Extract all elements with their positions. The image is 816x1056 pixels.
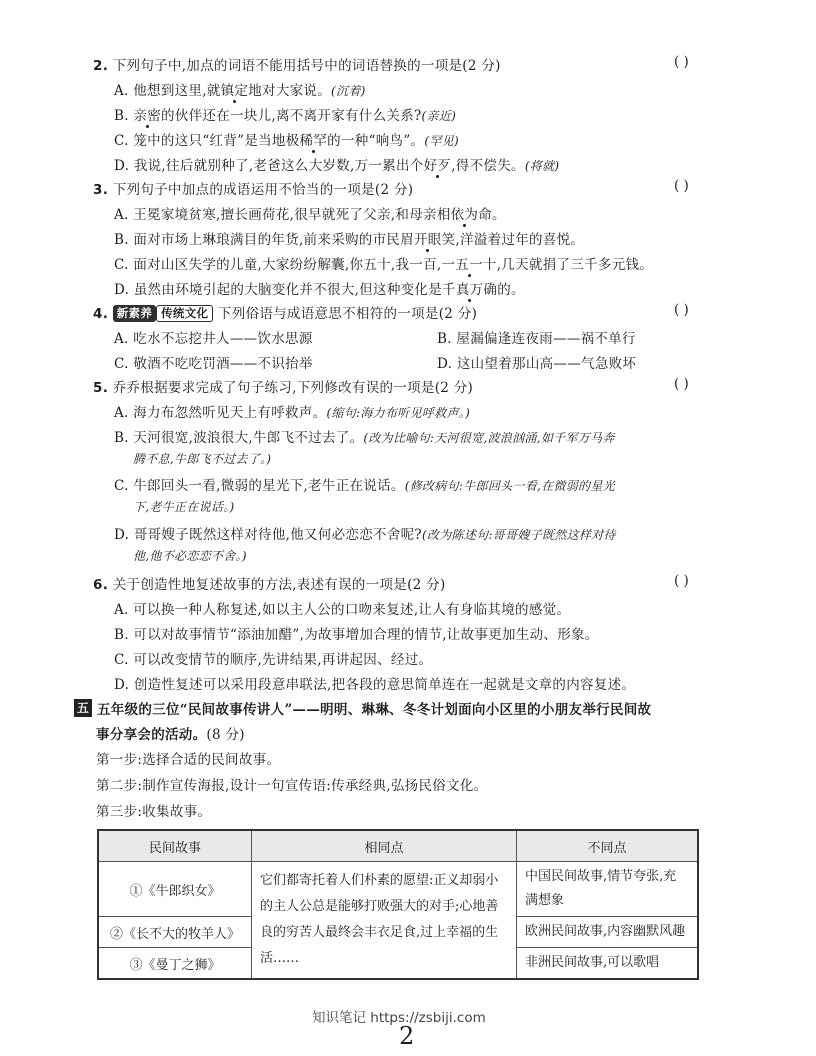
q3-stem-text: 下列句子中加点的成语运用不恰当的一项是(2 分) [112, 182, 414, 198]
traditional-culture-tag: 传统文化 [156, 305, 213, 322]
q5-stem [93, 376, 473, 396]
q2-stem-text: 下列句子中,加点的词语不能用括号中的词语替换的一项是(2 分) [112, 58, 501, 74]
q2-option-b [114, 104, 456, 124]
option-note: (亲近) [421, 109, 457, 123]
difference-cell: 欧洲民间故事,内容幽默风趣 [517, 917, 699, 948]
q6-answer-bracket[interactable]: ( ) [674, 573, 689, 589]
option-text: C. 笼中的这只“红背”是当地极 [114, 133, 300, 149]
story-name: ③《曼丁之狮》 [98, 948, 252, 980]
q5-option-a [114, 401, 470, 421]
q5-stem-text: 乔乔根据要求完成了句子练习,下列修改有误的一项是(2 分) [112, 380, 474, 396]
option-text: D. 虽然由环境引起的大脑变化并不很大,但这种变化是 [114, 282, 443, 298]
table-row [98, 862, 698, 917]
q6-stem [93, 573, 446, 593]
dotted-idiom: 眉开眼笑 [400, 232, 456, 248]
folk-story-table [97, 829, 699, 980]
option-text: A. 海力布忽然听见天上有呼救声。 [114, 405, 327, 421]
option-text: B. 天河很宽,波浪很大,牛郎飞不过去了。 [114, 430, 364, 446]
option-text: 的伙伴还在一块儿,离不离开家有什么关系? [161, 108, 422, 124]
option-note: (罕见) [424, 134, 459, 148]
q5-option-d-note-cont: 他,他不必恋恋不舍。) [133, 549, 247, 563]
difference-cell: 非洲民间故事,可以歌唱 [517, 948, 699, 980]
q2-answer-bracket[interactable]: ( ) [674, 54, 689, 70]
option-text: B. 面对市场上琳琅满目的年货,前来采购的市民 [114, 232, 401, 248]
q6-stem-text: 关于创造性地复述故事的方法,表述有误的一项是(2 分) [112, 577, 446, 593]
q6-number: 6. [93, 577, 109, 593]
q5-option-c [114, 474, 615, 494]
option-text: ,几天就捐了三千多元钱。 [496, 257, 654, 273]
table-header: 不同点 [517, 830, 699, 862]
table-header-row [98, 830, 698, 862]
q4-number: 4. [93, 306, 109, 322]
option-note: (改为比喻句:天河很宽,波浪汹涌,如千军万马奔 [363, 431, 615, 445]
q3-answer-bracket[interactable]: ( ) [674, 178, 689, 194]
q6-option-c: C. 可以改变情节的顺序,先讲结果,再讲起因、经过。 [114, 652, 433, 668]
new-literacy-tag: 新素养 [113, 305, 156, 322]
step-1: 第一步:选择合适的民间故事。 [96, 752, 281, 768]
q6-option-a: A. 可以换一种人称复述,如以主人公的口吻来复述,让人有身临其境的感觉。 [114, 602, 571, 618]
option-text: 的。 [497, 282, 525, 298]
q4-option-a: A. 吃水不忘挖井人——饮水思源 [114, 331, 313, 347]
q4-answer-bracket[interactable]: ( ) [674, 302, 689, 318]
q5-answer-bracket[interactable]: ( ) [674, 376, 689, 392]
section-number-badge: 五 [74, 699, 92, 717]
q5-option-d [114, 523, 616, 543]
q4-option-b: B. 屋漏偏逢连夜雨——祸不单行 [437, 331, 636, 347]
option-text: ,得不偿失。 [451, 158, 525, 174]
option-text: C. 牛郎回头一看,微弱的星光下,老牛正在说话。 [114, 478, 405, 494]
difference-cell: 中国民间故事,情节夸张,充满想象 [517, 862, 699, 917]
q2-option-d [114, 154, 559, 174]
option-note: (将就) [524, 159, 560, 173]
q3-number: 3. [93, 182, 109, 198]
table-header: 民间故事 [98, 830, 252, 862]
step-3: 第三步:收集故事。 [96, 804, 212, 820]
option-text: A. 他想到这里,就 [114, 83, 221, 99]
step-2: 第二步:制作宣传海报,设计一句宣传语:传承经典,弘扬民俗文化。 [96, 778, 488, 794]
dotted-word: 稀罕 [299, 133, 328, 149]
q4-option-d: D. 这山望着那山高——气急败坏 [437, 356, 637, 372]
option-note: (改为陈述句:哥哥嫂子既然这样对待 [421, 528, 616, 542]
section-title-text: 事分享会的活动。 [96, 727, 207, 743]
option-text: C. 面对山区失学的儿童,大家纷纷解囊,你五十,我一百, [114, 257, 442, 273]
q3-option-b [114, 228, 584, 248]
option-note: (修改病句:牛郎回头一看,在微弱的星光 [404, 479, 615, 493]
option-text: 。 [492, 207, 506, 223]
q2-number: 2. [93, 58, 109, 74]
dotted-idiom: 千真万确 [442, 282, 498, 298]
option-text: ,洋溢着过年的喜悦。 [455, 232, 585, 248]
q4-stem [93, 302, 477, 322]
dotted-idiom: 相依为命 [436, 207, 493, 223]
q5-option-c-note-cont: 下,老牛正在说话。) [133, 500, 235, 514]
q5-number: 5. [93, 380, 109, 396]
q3-option-a [114, 203, 506, 223]
q5-option-b [114, 426, 615, 446]
option-text: 的一种“响鸟”。 [327, 133, 425, 149]
q3-option-d [114, 278, 525, 298]
option-text: D. 哥哥嫂子既然这样对待他,他又何必恋恋不舍呢? [114, 527, 422, 543]
option-text: B. [114, 108, 134, 124]
q6-option-b: B. 可以对故事情节“添油加醋”,为故事增加合理的情节,让故事更加生动、形象。 [114, 627, 599, 643]
section-5-title-cont [96, 723, 245, 743]
story-name: ①《牛郎织女》 [98, 862, 252, 917]
option-text: D. 我说,往后就别种了,老爸这么大岁数,万一累出个 [114, 158, 424, 174]
option-note: (沉着) [331, 84, 366, 98]
dotted-idiom: 一五一十 [441, 257, 497, 273]
option-note: (缩句:海力布听见呼救声。) [326, 406, 471, 420]
table-header: 相同点 [252, 830, 517, 862]
page-number: 2 [399, 1022, 415, 1050]
q4-stem-text: 下列俗语与成语意思不相符的一项是(2 分) [217, 306, 478, 322]
q5-option-b-note-cont: 腾不息,牛郎飞不过去了。) [133, 452, 272, 466]
option-text: A. 王冕家境贫寒,擅长画荷花,很早就死了父亲,和母亲 [114, 207, 437, 223]
q4-option-c: C. 敬酒不吃吃罚酒——不识抬举 [114, 356, 313, 372]
watermark: 知识笔记 https://zsbiji.com [312, 1010, 486, 1026]
q2-stem [93, 54, 501, 74]
section-score: (8 分) [206, 727, 245, 743]
dotted-word: 好歹 [423, 158, 452, 174]
common-points-cell: 它们都寄托着人们朴素的愿望:正义却弱小的主人公总是能够打败强大的对手;心地善良的穷苦人最终会丰衣足食,过上幸福的生活…… [252, 862, 517, 980]
dotted-word: 镇定 [220, 83, 249, 99]
q3-option-c [114, 253, 653, 273]
dotted-word: 亲密 [133, 108, 162, 124]
q3-stem [93, 178, 413, 198]
q2-option-a [114, 79, 366, 99]
section-title-text: 五年级的三位“民间故事传讲人”——明明、琳琳、冬冬计划面向小区里的小朋友举行民间故 [97, 702, 652, 718]
q2-option-c [114, 129, 459, 149]
story-name: ②《长不大的牧羊人》 [98, 917, 252, 948]
q6-option-d: D. 创造性复述可以采用段意串联法,把各段的意思简单连在一起就是文章的内容复述。 [114, 677, 636, 693]
option-text: 地对大家说。 [248, 83, 332, 99]
section-5-title [74, 698, 651, 718]
